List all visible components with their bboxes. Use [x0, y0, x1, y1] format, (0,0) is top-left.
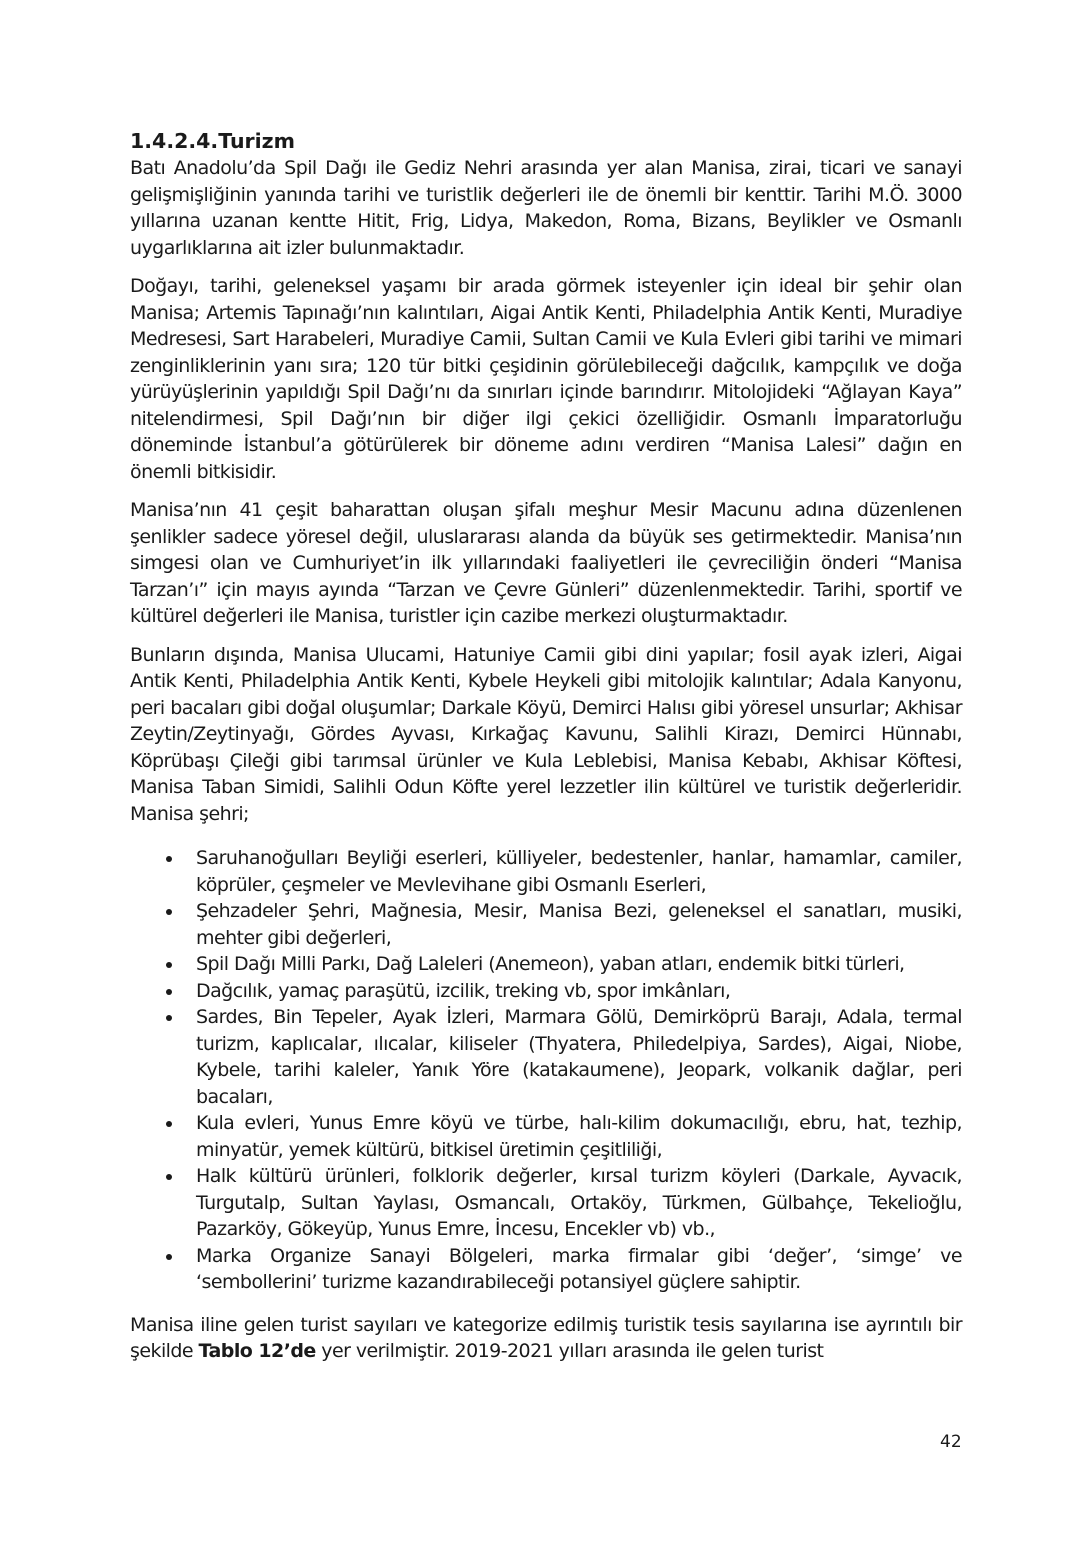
section-heading: 1.4.2.4.Turizm: [130, 129, 295, 153]
list-item: [130, 1110, 962, 1163]
list-item-text: Sardes, Bin Tepeler, Ayak İzleri, Marmara Gölü, Demirköprü Barajı, Adala, termal turizm, kaplıcalar, ılıcalar, kiliseler (Thyatera, Philedelpiya, Sardes), Aigai, Niobe, Kybele, tarihi kaleler, Yanık Yöre (katakaumene), Jeopark, volkanik dağlar, peri bacaları,: [196, 1006, 962, 1108]
list-item: [130, 1163, 962, 1243]
list-item-text: Spil Dağı Milli Parkı, Dağ Laleleri (Anemeon), yaban atları, endemik bitki türleri,: [196, 953, 905, 975]
paragraph-mesir-festival: Manisa’nın 41 çeşit baharattan oluşan şifalı meşhur Mesir Macunu adına düzenlenen şenlikler sadece yöresel değil, uluslararası alanda da büyük ses getirmektedir. Manisa’nın simgesi olan ve Cumhuriyet’in ilk yıllarındaki faaliyetleri ile çevreciliğin önderi “Manisa Tarzan’ı” için mayıs ayında “Tarzan ve Çevre Günleri” düzenlenmektedir. Tarihi, sportif ve kültürel değerleri ile Manisa, turistler için cazibe merkezi oluşturmaktadır.: [130, 499, 962, 627]
list-item-text: Şehzadeler Şehri, Mağnesia, Mesir, Manisa Bezi, geleneksel el sanatları, musiki, mehter gibi değerleri,: [196, 900, 962, 949]
list-item-text: Marka Organize Sanayi Bölgeleri, marka firmalar gibi ‘değer’, ‘simge’ ve ‘sembollerini’ turizme kazandırabileceği potansiyel güçlere sahiptir.: [196, 1244, 962, 1293]
paragraph-intro: Batı Anadolu’da Spil Dağı ile Gediz Nehri arasında yer alan Manisa, zirai, ticari ve sanayi gelişmişliğinin yanında tarihi ve turistlik değerleri ile de önemli bir kenttir. Tarihi M.Ö. 3000 yıllarına uzanan kentte Hitit, Frig, Lidya, Makedon, Roma, Bizans, Beylikler ve Osmanlı uygarlıklarına ait izler bulunmaktadır.: [130, 157, 962, 259]
list-item-text: Halk kültürü ürünleri, folklorik değerler, kırsal turizm köyleri (Darkale, Ayvacık, Turgutalp, Sultan Yaylası, Osmancalı, Ortaköy, Türkmen, Gülbahçe, Tekelioğlu, Pazarköy, Gökeyüp, Yunus Emre, İncesu, Encekler vb) vb.,: [196, 1165, 962, 1240]
bullet-icon: [166, 909, 172, 915]
paragraph-nature-history: Doğayı, tarihi, geleneksel yaşamı bir arada görmek isteyenler için ideal bir şehir olan Manisa; Artemis Tapınağı’nın kalıntıları, Aigai Antik Kenti, Philadelphia Antik Kenti, Muradiye Medresesi, Sart Harabeleri, Muradiye Camii, Sultan Camii ve Kula Evleri gibi tarihi ve mimari zenginliklerinin yanı sıra; 120 tür bitki çeşidinin görülebileceği dağcılık, kampçılık ve doğa yürüyüşlerinin yapıldığı Spil Dağı’nı da sınırları içinde barındırır. Mitolojideki “Ağlayan Kaya” nitelendirmesi, Spil Dağı’nın bir diğer ilgi çekici özelliğidir. Osmanlı İmparatorluğu döneminde İstanbul’a götürülerek bir döneme adını verdiren “Manisa Lalesi” dağın en önemli bitkisidir.: [130, 275, 962, 483]
list-item: [130, 978, 962, 1005]
table-reference: Tablo 12’de: [198, 1340, 316, 1362]
bullet-icon: [166, 989, 172, 995]
list-item: [130, 898, 962, 951]
paragraph-other-values: Bunların dışında, Manisa Ulucami, Hatuniye Camii gibi dini yapılar; fosil ayak izleri, Aigai Antik Kenti, Philadelphia Antik Kenti, Kybele Heykeli gibi mitolojik kalıntılar; Adala Kanyonu, peri bacaları gibi doğal oluşumlar; Darkale Köyü, Demirci Halısı gibi yöresel unsurlar; Akhisar Zeytin/Zeytinyağı, Gördes Ayvası, Kırkağaç Kavunu, Salihli Kirazı, Demirci Hünnabı, Köprübaşı Çileği gibi tarımsal ürünler ve Kula Leblebisi, Manisa Kebabı, Akhisar Köftesi, Manisa Taban Simidi, Salihli Odun Köfte yerel lezzetler ilin kültürel ve turistik değerleridir. Manisa şehri;: [130, 643, 962, 825]
list-item: [130, 845, 962, 898]
closing-text-start: Manisa iline gelen turist sayıları ve kategorize edilmiş turistik tesis sayılarına ise ayrıntılı bir şekilde: [130, 1313, 962, 1362]
list-item-text: Dağcılık, yamaç paraşütü, izcilik, treking vb, spor imkânları,: [196, 979, 731, 1002]
list-item-text: Kula evleri, Yunus Emre köyü ve türbe, halı-kilim dokumacılığı, ebru, hat, tezhip, minyatür, yemek kültürü, bitkisel üretimin çeşitliliği,: [196, 1112, 962, 1161]
list-item: [130, 1004, 962, 1110]
tourism-assets-list: [130, 845, 962, 1296]
document-body: [130, 128, 962, 1365]
bullet-icon: [166, 1254, 172, 1260]
bullet-icon: [166, 856, 172, 862]
paragraph-tourist-statistics: [130, 1312, 962, 1365]
page-number: 42: [940, 1432, 962, 1452]
list-item: [130, 951, 962, 978]
list-item-text: Saruhanoğulları Beyliği eserleri, külliyeler, bedestenler, hanlar, hamamlar, camiler, köprüler, çeşmeler ve Mevlevihane gibi Osmanlı Eserleri,: [196, 847, 962, 896]
bullet-icon: [166, 1174, 172, 1180]
list-item: [130, 1243, 962, 1296]
closing-text-end: yer verilmiştir. 2019-2021 yılları arasında ile gelen turist: [315, 1340, 824, 1362]
bullet-icon: [166, 962, 172, 968]
bullet-icon: [166, 1121, 172, 1127]
bullet-icon: [166, 1015, 172, 1021]
